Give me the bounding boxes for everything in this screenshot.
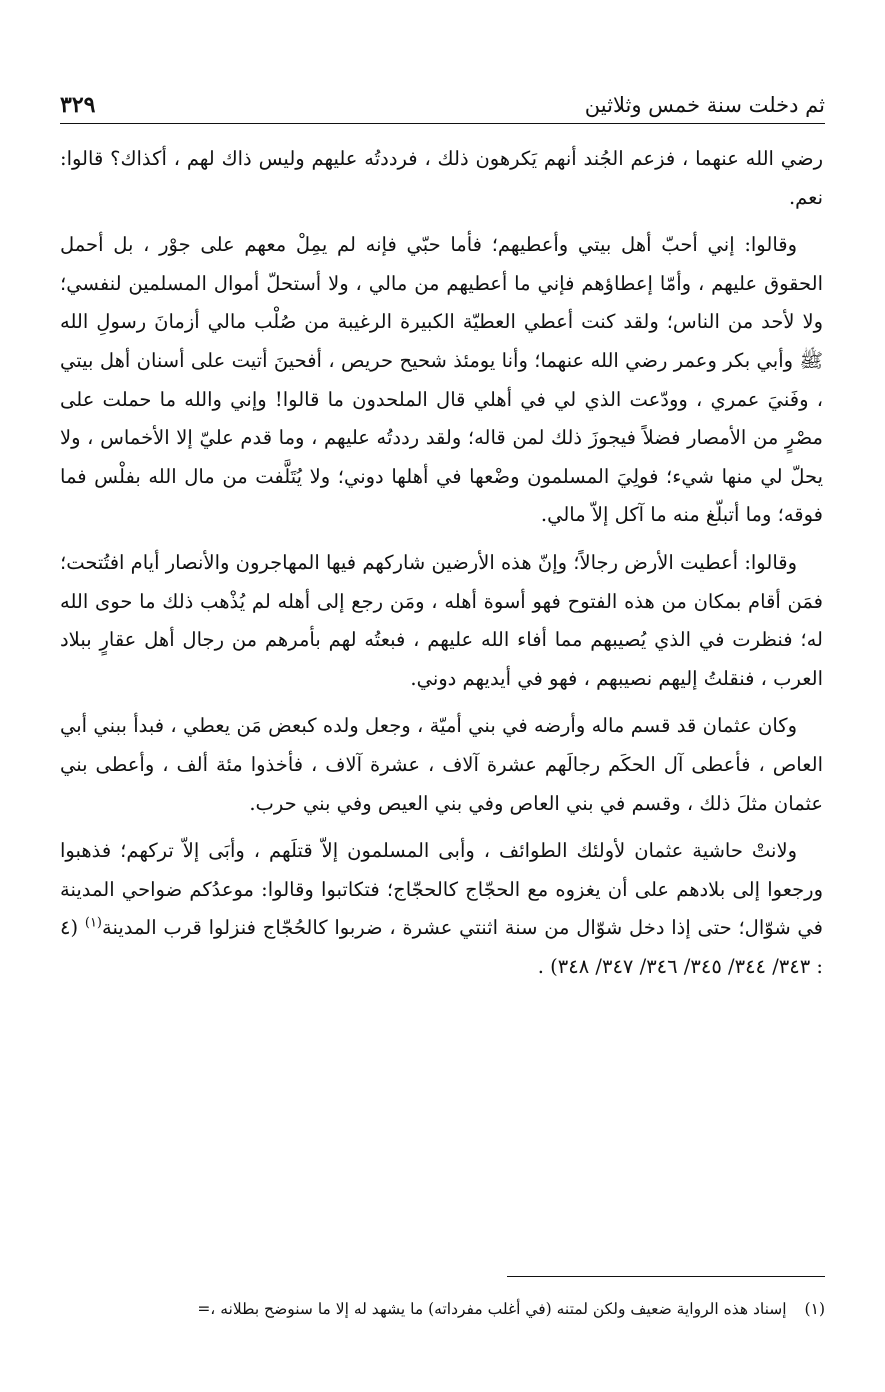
paragraph-text: وقالوا: أعطيت الأرض رجالاً؛ وإنّ هذه الأرضين شاركهم فيها المهاجرون والأنصار أيام افتُتحت؛ فمَن أقام بمكان من هذه الفتوح فهو أسوة أهله ، ومَن رجع إلى أهله لم يُذْهب ذلك ما حوى الله له؛ فنظرت في الذي يُصيبهم مما أفاء الله عليهم ، فبعتُه لهم بأمرهم من رجال أهل عقارٍ ببلاد العرب ، فنقلتُ إليهم نصيبهم ، فهو في أيديهم دوني. xyxy=(60,550,823,690)
running-title: ثم دخلت سنة خمس وثلاثين xyxy=(584,93,825,117)
paragraph-1 xyxy=(60,140,823,217)
paragraph-text: ولانتْ حاشية عثمان لأولئك الطوائف ، وأبى المسلمون إلاّ قتلَهم ، وأبَى إلاّ تركهم؛ فذهبوا ورجعوا إلى بلادهم على أن يغزوه مع الحجّاج كالحجّاج؛ فتكاتبوا وقالوا: موعدُكم ضواحي المدينة في شوّال؛ حتى إذا دخل شوّال من سنة اثنتي عشرة ، ضربوا كالحُجّاج فنزلوا قرب المدينة xyxy=(60,839,823,940)
paragraph-5 xyxy=(60,832,823,986)
header-rule xyxy=(60,123,825,124)
paragraph-text: رضي الله عنهما ، فزعم الجُند أنهم يَكرهون ذلك ، فرددتُه عليهم وليس ذاك لهم ، أكذاك؟ قالوا: نعم. xyxy=(60,147,823,209)
paragraph-2 xyxy=(60,226,823,535)
footnote-rule xyxy=(507,1276,825,1277)
footnote-reference[interactable]: (١) xyxy=(84,915,102,931)
footnote xyxy=(50,1296,825,1322)
footnote-text: إسناد هذه الرواية ضعيف ولكن لمتنه (في أغلب مفرداته) ما يشهد له إلا ما سنوضح بطلانه ،= xyxy=(197,1300,787,1318)
paragraph-text: وكان عثمان قد قسم ماله وأرضه في بني أميّة ، وجعل ولده كبعض مَن يعطي ، فبدأ ببني أبي العاص ، فأعطى آل الحكَم رجالَهم عشرة آلاف ، عشرة آلاف ، فأخذوا مئة ألف ، وأعطى بني عثمان مثلَ ذلك ، وقسم في بني العاص وفي بني العيص وفي بني حرب. xyxy=(60,714,823,815)
footnote-number: (١) xyxy=(804,1300,825,1318)
paragraph-text: وقالوا: إني أحبّ أهل بيتي وأعطيهم؛ فأما حبّي فإنه لم يمِلْ معهم على جوْر ، بل أحمل الحقوق عليهم ، وأمّا إعطاؤهم فإني ما أعطيهم من مالي ، ولا أستحلّ أموال المسلمين لنفسي؛ ولا لأحد من الناس؛ ولقد كنت أعطي العطيّة الكبيرة الرغيبة من صُلْب مالي أزمانَ رسولِ الله ﷺ وأبي بكر وعمر رضي الله عنهما؛ وأنا يومئذ شحيح حريص ، أفحينَ أتيت على أسنان أهل بيتي ، وفَنيَ عمري ، وودّعت الذي لي في أهلي قال الملحدون ما قالوا! وإني والله ما حملت على مصْرٍ من الأمصار فضلاً فيجوزَ ذلك لمن قاله؛ ولقد رددتُه عليهم ، وما قدم عليّ إلا الأخماس ، ولا يحلّ لي منها شيء؛ فولِيَ المسلمون وضْعها في أهلها دوني؛ ولا يُتَلَّفت من مال الله بفلْس فما فوقه؛ وما أتبلّغ منه ما آكل إلاّ مالي. xyxy=(60,233,823,527)
paragraph-4 xyxy=(60,707,823,823)
main-text xyxy=(60,140,823,995)
running-header xyxy=(60,80,825,120)
paragraph-3 xyxy=(60,544,823,698)
page-number: ٣٢٩ xyxy=(60,92,96,118)
source-citation: (٤ : ٣٤٣/ ٣٤٤/ ٣٤٥/ ٣٤٦/ ٣٤٧/ ٣٤٨) . xyxy=(60,916,823,978)
